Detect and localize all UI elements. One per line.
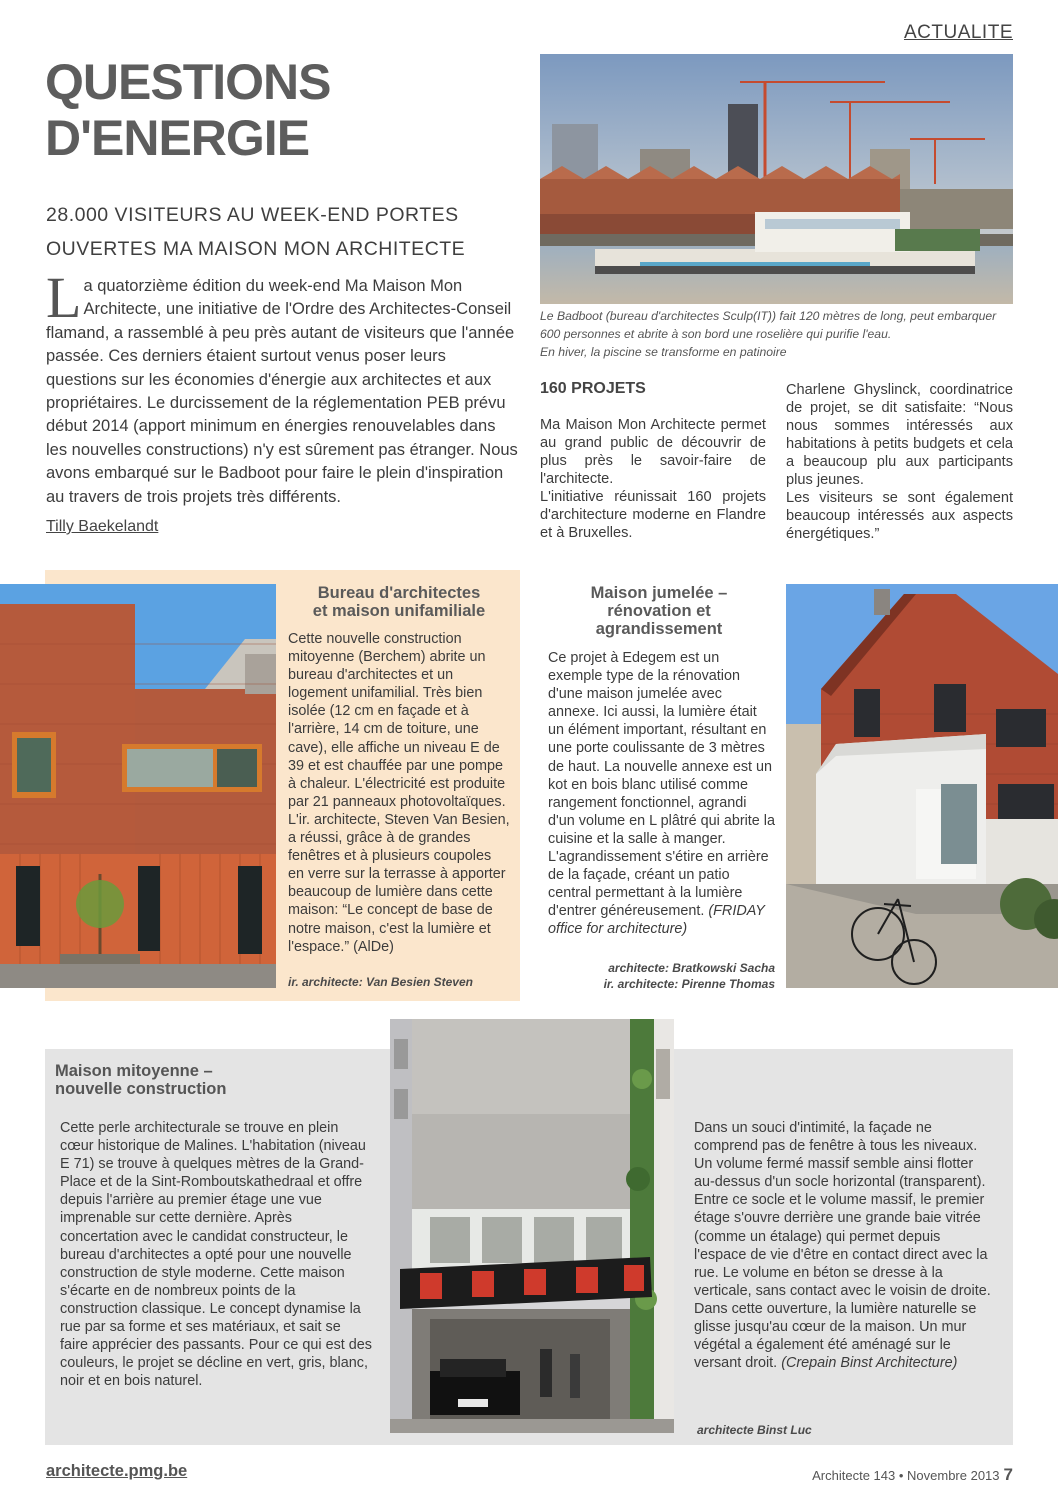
project2-credits	[560, 960, 775, 992]
projects-col2-p2: Les visiteurs se sont également beaucoup intéressés aux aspects énergétiques.”	[786, 490, 1013, 542]
page-title	[45, 54, 445, 166]
projects-column-2	[786, 381, 1013, 543]
subtitle-line-1: 28.000 VISITEURS AU WEEK-END PORTES	[46, 204, 459, 226]
project2-credit-2: ir. architecte: Pirenne Thomas	[603, 977, 775, 991]
project2-office: (FRIDAY office for architecture)	[548, 903, 765, 938]
project2-text	[548, 649, 776, 939]
project2-photo	[786, 584, 1058, 988]
project2-credit-1: architecte: Bratkowski Sacha	[608, 961, 775, 975]
intro-paragraph	[46, 265, 521, 509]
caption-line-1: Le Badboot (bureau d'architectes Sculp(IT)) fait 120 mètres de long, peut embarquer	[540, 309, 997, 323]
project3-credit: architecte Binst Luc	[697, 1423, 812, 1437]
project3-office: (Crepain Binst Architecture)	[781, 1355, 958, 1372]
projects-heading: 160 PROJETS	[540, 380, 646, 397]
projects-col1-p1: Ma Maison Mon Architecte permet au grand public de découvrir de plus près le savoir-faire de l'architecte.	[540, 417, 766, 487]
project1-title-line-1: Bureau d'architectes	[317, 584, 481, 602]
subtitle	[46, 198, 486, 266]
project3-photo	[390, 1019, 674, 1433]
project3-right-body: Dans un souci d'intimité, la façade ne comprend pas de fenêtre à tous les niveaux. Un volume fermé massif semble ainsi flotter au-dessus d'un socle horizontal (transparent). Entre ce socle et le volume massif, le premier étage s'ouvre derrière une grande baie vitrée (comme un étalage) qui permet depuis l'espace de vie d'être en contact direct avec la rue. Le volume en béton se dresse à la verticale, sans contact avec le voisin de droite. Dans cette ouverture, la lumière naturelle se glisse jusqu'au cœur de la maison. Un mur végétal a également été aménagé sur le versant droit.	[694, 1120, 991, 1372]
project2-title-line-1: Maison jumelée –	[590, 584, 728, 602]
projects-column-1	[540, 416, 766, 542]
caption-line-3: En hiver, la piscine se transforme en patinoire	[540, 345, 787, 359]
badboot-photo	[540, 54, 1013, 304]
author-link[interactable]: Tilly Baekelandt	[46, 518, 159, 535]
project3-text-left: Cette perle architecturale se trouve en plein cœur historique de Malines. L'habitation (niveau E 71) se trouve à quelques mètres de la Grand-Place et de la Sint-Romboutskathedraal et offre depuis l'arrière au premier étage une vue imprenable sur cette dernière. Après concertation avec le candidat constructeur, le bureau d'architectes a opté pour une nouvelle construction de style moderne. Cette maison s'écarte en de nombreux points de la construction classique. Le concept dynamise la rue par sa forme et ses matériaux, et sait se faire apprécier des passants. Pour ce qui est des couleurs, le projet se décline en vert, gris, blanc, noir et en bois naturel.	[60, 1120, 372, 1390]
section-tag: ACTUALITE	[903, 22, 1013, 43]
page-number: 7	[1003, 1465, 1013, 1484]
projects-col1-p2: L'initiative réunissait 160 projets d'architecture moderne en Flandre et à Bruxelles.	[540, 489, 766, 541]
top-photo-caption	[540, 307, 1020, 361]
project3-text-right	[694, 1119, 994, 1372]
project1-photo	[0, 584, 276, 988]
project2-body: Ce projet à Edegem est un exemple type de la rénovation d'une maison jumelée avec annexe. Ici aussi, la lumière était un élément important, résultant en une porte coulissante de 3 mètres de haut. La nouvelle annexe est un kot en bois blanc utilisé comme rangement fonctionnel, agrandi d'un volume en L plâtré qui abrite la cuisine et la salle à manger. L'agrandissement s'étire en arrière de la façade, créant un patio central permettant à la lumière d'entrer généreusement.	[548, 650, 776, 920]
intro-text: a quatorzième édition du week-end Ma Maison Mon Architecte, une initiative de l'Ordre des Architectes-Conseil flamand, a rassemblé à peu près autant de visiteurs que l'année passée. Ces derniers étaient surtout venus poser leurs questions sur les économies d'énergie aux architectes et aux propriétaires. Le durcissement de la réglementation PEB prévu début 2014 (apport minimum en énergies renouvelables dans les nouvelles constructions) n'y est sûrement pas étranger. Nous avons embarqué sur le Badboot pour faire le plein d'inspiration au travers de trois projets très différents.	[46, 277, 518, 506]
title-line-1: QUESTIONS	[45, 54, 331, 110]
title-line-2: D'ENERGIE	[45, 110, 310, 166]
website-link[interactable]: architecte.pmg.be	[46, 1462, 188, 1480]
project2-title	[548, 584, 770, 638]
issue-info	[812, 1465, 1013, 1485]
project1-title-line-2: et maison unifamiliale	[312, 602, 486, 620]
project2-title-line-2: rénovation et	[607, 602, 711, 620]
project1-text: Cette nouvelle construction mitoyenne (Berchem) abrite un bureau d'architectes et un logement unifamilial. Très bien isolée (12 cm en façade et à l'arrière, 14 cm de toiture, une cave), elle affiche un niveau E de 39 et est chauffée par une pompe à chaleur. L'électricité est produite par 21 panneaux photovoltaïques. L'ir. architecte, Steven Van Besien, a réussi, grâce à de grandes fenêtres et à plusieurs coupoles en verre sur la terrasse à apporter beaucoup de lumière dans cette maison: “Le concept de base de notre maison, c'est la lumière et l'espace.” (AlDe)	[288, 631, 510, 955]
project2-title-line-3: agrandissement	[595, 620, 723, 638]
project1-title	[288, 584, 510, 620]
subtitle-line-2: OUVERTES MA MAISON MON ARCHITECTE	[46, 238, 466, 260]
projects-col2-p1: Charlene Ghyslinck, coordinatrice de projet, se dit satisfaite: “Nous nous sommes intéressés aux habitations à petits budgets et cela a beaucoup plu aux participants plus jeunes.	[786, 382, 1013, 488]
project1-credit: ir. architecte: Van Besien Steven	[288, 975, 473, 989]
project3-title-line-2: nouvelle construction	[55, 1080, 227, 1098]
caption-line-2: 600 personnes et abrite à son bord une roselière qui purifie l'eau.	[540, 327, 892, 341]
drop-cap: L	[46, 265, 82, 330]
project3-title	[55, 1062, 226, 1098]
project3-title-line-1: Maison mitoyenne –	[55, 1062, 213, 1080]
issue-label: Architecte 143 • Novembre 2013	[812, 1468, 1000, 1483]
